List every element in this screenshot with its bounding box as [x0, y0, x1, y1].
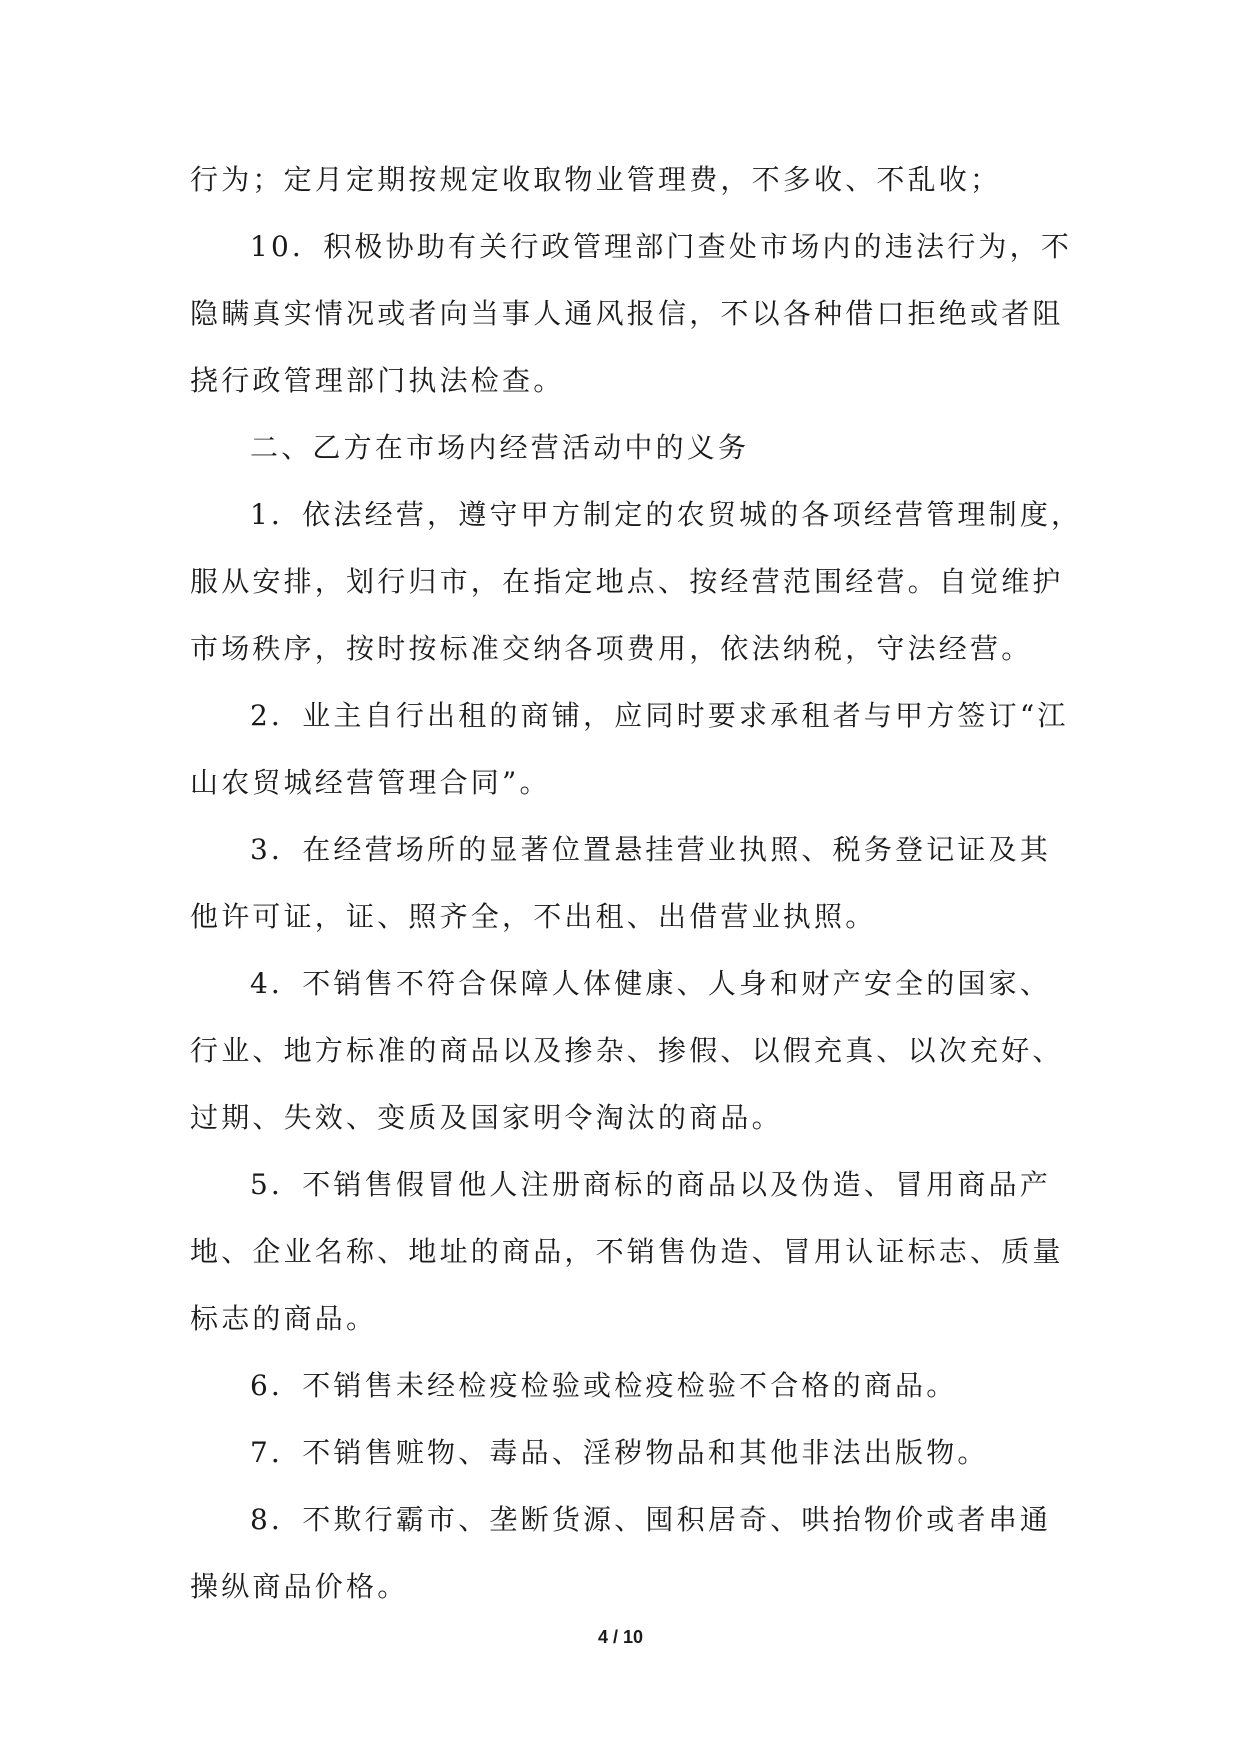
text-line: 地、企业名称、地址的商品，不销售伪造、冒用认证标志、质量 [190, 1235, 1064, 1268]
text-line: 3．在经营场所的显著位置悬挂营业执照、税务登记证及其 [250, 833, 1052, 866]
text-line: 5．不销售假冒他人注册商标的商品以及伪造、冒用商品产 [250, 1168, 1052, 1201]
text-line: 隐瞒真实情况或者向当事人通风报信，不以各种借口拒绝或者阻 [190, 297, 1064, 330]
document-body [190, 146, 1083, 1620]
text-line: 2．业主自行出租的商铺，应同时要求承租者与甲方签订“江 [250, 699, 1069, 732]
section-heading: 二、乙方在市场内经营活动中的义务 [250, 431, 750, 464]
text-line: 他许可证，证、照齐全，不出租、出借营业执照。 [190, 900, 877, 933]
page-number: 4 / 10 [597, 1627, 644, 1647]
text-line: 行业、地方标准的商品以及掺杂、掺假、以假充真、以次充好、 [190, 1034, 1064, 1067]
text-line: 过期、失效、变质及国家明令淘汰的商品。 [190, 1101, 783, 1134]
text-line: 4．不销售不符合保障人体健康、人身和财产安全的国家、 [250, 967, 1052, 1000]
text-line: 山农贸城经营管理合同”。 [190, 766, 551, 799]
text-line: 10．积极协助有关行政管理部门查处市场内的违法行为，不 [250, 230, 1073, 263]
text-line: 标志的商品。 [190, 1302, 378, 1335]
text-line: 7．不销售赃物、毒品、淫秽物品和其他非法出版物。 [250, 1436, 989, 1469]
text-line: 6．不销售未经检疫检验或检疫检验不合格的商品。 [250, 1369, 958, 1402]
text-line: 操纵商品价格。 [190, 1570, 409, 1603]
text-line: 1．依法经营，遵守甲方制定的农贸城的各项经营管理制度， [250, 498, 1083, 531]
text-line: 8．不欺行霸市、垄断货源、囤积居奇、哄抬物价或者串通 [250, 1503, 1052, 1536]
text-line: 行为；定月定期按规定收取物业管理费，不多收、不乱收； [190, 163, 1002, 196]
text-line: 服从安排，划行归市，在指定地点、按经营范围经营。自觉维护 [190, 565, 1064, 598]
text-line: 市场秩序，按时按标准交纳各项费用，依法纳税，守法经营。 [190, 632, 1033, 665]
text-line: 挠行政管理部门执法检查。 [190, 364, 565, 397]
